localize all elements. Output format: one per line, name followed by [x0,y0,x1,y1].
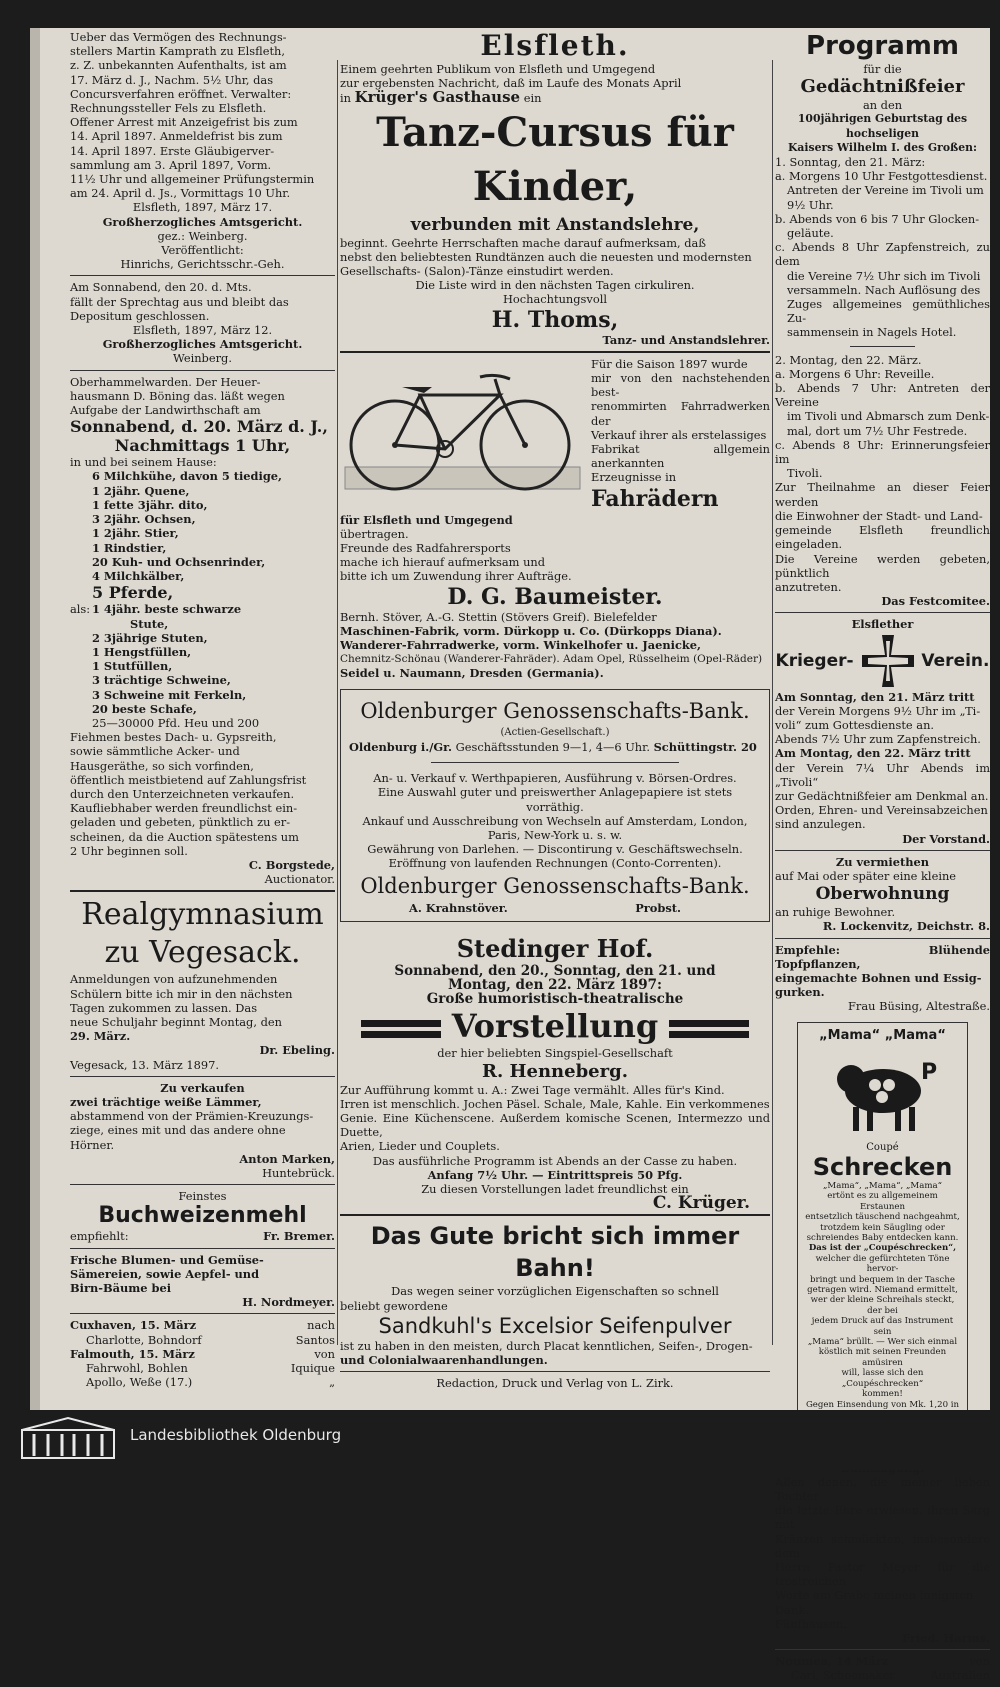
lot-item: 1 2jähr. Stier, [92,526,179,541]
text-line: Sämereien, sowie Aepfel- und [70,1266,260,1281]
text-line: Große humoristisch-theatralische [426,991,684,1008]
divider [775,938,990,939]
signature: gez.: Weinberg. [157,228,248,243]
text-line: 17. März d. J., Nachm. 5½ Uhr, das [70,72,274,87]
text-line: 29. März. [70,1029,131,1044]
programme-item: b. Abends von 6 bis 7 Uhr Glocken- [775,211,980,226]
text-line: der hier beliebten Singspiel-Gesellschaft [437,1046,673,1061]
text-line: getragen wird. Niemand ermittelt, [807,1285,958,1296]
programme-item: mal, dort um 7½ Uhr Festrede. [787,423,968,438]
text-line: am 24. April d. Js., Vormittags 10 Uhr. [70,186,291,201]
bicycles-word: Fahrädern [591,485,719,512]
column-rule-right [772,60,773,1345]
programme-item: c. Abends 8 Uhr: Erinnerungsfeier im [775,437,990,467]
decorative-bars [669,1020,749,1038]
text-line: Gegen Einsendung von Mk. 1,20 in [805,1399,960,1410]
divider [340,1214,770,1216]
text-line: Fabrikat allgemein anerkannten [591,442,770,471]
text-line: Frische Blumen- und Gemüse- [70,1252,264,1267]
text-line: renommirten Fahrradwerken der [591,399,770,428]
divider [70,1184,335,1185]
text-line: an ruhige Bewohner. [775,905,896,920]
text-line: Gesellschafts- (Salon)-Tänze einstudirt werden. [340,264,614,279]
programme-item: die Vereine 7½ Uhr sich im Tivoli [787,268,981,283]
thanks-place: Fünfhausen. [775,1616,847,1631]
signature: D. G. Baumeister. [447,583,663,610]
text-line: Herrn Pastor Meyer für die trostreichen [775,1559,990,1589]
ship-entry: Fahrwohl, Bohlen [86,1361,188,1376]
text-line: Seidel u. Naumann, Dresden (Germania). [340,666,604,681]
signature: Weinberg. [173,351,232,366]
text-line: 100jährigen Geburtstag des hochseligen [797,112,968,140]
lot-item: 3 trächtige Schweine, [92,673,231,688]
text-line: Das ausführliche Programm ist Abends an der Casse zu haben. [372,1153,738,1168]
text-line: Anmeldungen von aufzunehmenden [70,972,278,987]
ship-entry: Cuxhaven, 15. März [70,1318,197,1333]
veterans-title-b: Verein. [921,650,990,671]
text-line: 14. April 1897. Erste Gläubigerver- [70,143,275,158]
programme-item: Zuges allgemeines gemüthliches Zu- [787,297,990,326]
text-line: Allen denen, die meiner lieben Tochter [775,1474,990,1503]
ship-entry: Noumea, 14 März [775,1654,889,1669]
text-line: voli“ zum Gottesdienste an. [775,717,935,732]
signature-role: Auctionator. [264,872,335,887]
text-line: Anfang 7½ Uhr. — Eintrittspreis 50 Pfg. [427,1167,683,1182]
mama-heading: „Mama“ „Mama“ [819,1027,946,1043]
text-line: Oberhammelwarden. Der Heuer- [70,374,261,389]
lot-item: 3 2jähr. Ochsen, [92,512,196,527]
text-line: Paris, New-York u. s. w. [487,827,623,842]
text-line: Kaisers Wilhelm I. des Großen: [788,140,977,154]
text-line: und Colonialwaarenhandlungen. [340,1352,548,1367]
divider [431,762,678,763]
bank-street: Schüttingstr. 20 [653,739,757,754]
text-line: an den [862,98,903,113]
court-closure-notice [70,280,335,365]
text-line: Montag, den 22. März 1897: [447,976,663,993]
text-line: Hausgeräthe, so sich vorfinden, [70,758,254,773]
text-line: trotzdem kein Säugling oder [820,1222,945,1233]
divider [70,1248,335,1249]
als-label: als: [70,602,91,617]
text-line: Zu diesen Vorstellungen ladet freundlichst ein [421,1181,689,1196]
text-line: sammlung am 3. April 1897, Vorm. [70,157,272,172]
text-fragment: ein [523,91,542,106]
programme-item: b. Abends 7 Uhr: Antreten der Vereine [775,381,990,410]
lot-item: Stute, [130,616,169,631]
iron-cross-icon [860,633,916,689]
ship-dest: Australien [930,1668,990,1683]
decorative-bars [361,1020,441,1038]
signature: Probst. [635,900,681,915]
text-line: Empfehle: Blühende Topfpflanzen, [775,942,990,971]
programme-ad [775,30,990,608]
lot-item: 1 2jähr. Quene, [92,483,190,498]
text-line: der Verein 7¼ Uhr Abends im „Tivoli“ [775,760,990,789]
text-line: übertragen. [340,526,409,541]
text-line: Verkauf ihrer als erstelassiges [591,427,767,442]
divider [340,1371,770,1372]
signature: H. Nordmeyer. [242,1295,335,1310]
schrecken-title: Schrecken [812,1152,953,1181]
text-line: zur ergebensten Nachricht, daß im Laufe des Monats April [340,76,682,91]
text-line: Wanderer-Fahrradwerke, vorm. Winkelhofer u. Jaenicke, [340,638,701,653]
shipping-news [70,1318,335,1389]
notice-date: Vegesack, 13. März 1897. [70,1057,219,1072]
thanks-notice [775,1461,990,1646]
notice-date: Elsfleth, 1897, März 17. [132,200,273,215]
column-left [70,30,335,1393]
signature: Der Vorstand. [902,831,990,846]
rent-heading: Zu vermiethen [835,854,930,869]
text-line: beliebt gewordene [340,1298,448,1313]
lot-item: 20 Kuh- und Ochsenrinder, [92,554,266,569]
auction-date: Sonnabend, d. 20. März d. J., [70,417,328,437]
text-line: z. Z. unbekannten Aufenthalts, ist am [70,58,287,73]
divider [70,1313,335,1314]
signature: Frau Büsing, Altestraße. [848,999,990,1014]
text-line: Abends 7½ Uhr zum Zapfenstreich. [775,732,981,747]
text-line: Einem geehrten Publikum von Elsfleth und Umgegend [340,62,656,76]
divider [70,370,335,371]
text-line: schreiendes Baby entdecken kann. [806,1233,959,1244]
text-line: „Mama“, „Mama“, „Mama“ [822,1180,943,1191]
text-line: Tagen zukommen zu lassen. Das [70,1000,258,1015]
text-line: Schülern bitte ich mir in den nächsten [70,986,293,1001]
text-line: Die Vereine werden gebeten, pünktlich [775,551,990,580]
bank-hours: Geschäftsstunden 9—1, 4—6 Uhr. [455,739,650,754]
text-line: 2 Uhr beginnen soll. [70,843,188,858]
ship-entry: Apollo, Weße (17.) [86,1375,193,1390]
text-line: die letzte Ehre erwiesen, ihren Sarg mit [775,1503,990,1532]
text-line: gurken. [775,985,825,1000]
text-line: Zur Aufführung kommt u. A.: Zwei Tage vermählt. Alles für's Kind. [340,1082,725,1097]
text-line: für die [863,62,902,76]
clerk-name: Hinrichs, Gerichtsschr.-Geh. [120,257,285,272]
text-line: Ankauf und Ausschreibung von Wechseln auf Amsterdam, London, [362,813,748,828]
divider [775,850,990,851]
signature: C. Krüger. [652,1193,750,1214]
ship-dest: von [969,1654,990,1669]
text-line: zur Gedächtnißfeier am Denkmal an. [775,788,989,803]
lot-item: 1 Stutfüllen, [92,659,173,674]
divider [775,612,990,613]
text-line: Am Montag, den 22. März tritt [775,746,971,761]
text-line: hausmann D. Böning das. läßt wegen [70,388,285,403]
text-line: Orden, Ehren- und Vereinsabzeichen [775,803,988,818]
plants-ad [775,943,990,1014]
text-line: jedem Druck auf das Instrument sein [811,1316,954,1337]
text-line: Dank. [775,1602,809,1617]
column-middle [340,30,770,1390]
text-line: Arien, Lieder und Couplets. [340,1139,500,1154]
court-name: Großherzogliches Amtsgericht. [102,214,303,229]
text-line: der Verein Morgens 9½ Uhr im „Ti- [775,703,981,718]
dance-title: Tanz-Cursus für Kinder, [376,108,734,210]
text-line: öffentlich meistbietend auf Zahlungsfrist [70,772,307,787]
text-line: mir von den nachstehenden best- [591,371,770,400]
text-line: Freunde des Radfahrersports [340,541,511,556]
bank-subtitle: (Actien-Gesellschaft.) [500,726,610,738]
text-line: „Mama“ brüllt. — Wer sich einmal [807,1337,958,1348]
programme-item: geläute. [787,226,834,241]
text-line: Rechnungssteller Fels zu Elsfleth. [70,101,267,116]
text-line: Concursverfahren eröffnet. Verwalter: [70,86,292,101]
dance-course-ad [340,30,770,347]
ship-dest: von [314,1346,335,1361]
text-line: auf Mai oder später eine kleine [775,868,957,883]
text-line: Das ist der „Coupéschrecken“, [808,1243,957,1254]
text-line: entsetzlich täuschend nachgeahmt, [805,1212,960,1223]
divider [775,1649,990,1650]
text-line: nebst den beliebtesten Rundtänzen auch die neuesten und modernsten [340,249,752,264]
text-line: stellers Martin Kamprath zu Elsfleth, [70,44,285,59]
text-line: Chemnitz-Schönau (Wanderer-Fahräder). Adam Opel, Rüsselheim (Opel-Räder) [340,653,763,666]
programme-item: Tivoli. [787,466,823,481]
lot-item: 2 3jährige Stuten, [92,630,208,645]
theatre-ad [340,933,770,1214]
veterans-title-a: Krieger- [775,650,854,671]
rent-title: Oberwohnung [815,884,950,905]
soap-ad [340,1220,770,1367]
signature: H. Thoms, [491,306,619,333]
text-line: Das wegen seiner vorzüglichen Eigenschaften so schnell [391,1284,719,1299]
lot-item: 1 4jähr. beste schwarze [92,602,242,617]
show-title: Vorstellung [451,1007,659,1046]
programme-title: Programm [806,31,959,61]
programme-item: 2. Montag, den 22. März. [775,352,922,367]
text-line: zwei trächtige weiße Lämmer, [70,1095,262,1109]
lot-item: 3 Schweine mit Ferkeln, [92,687,247,702]
ship-dest: Santos [295,1332,335,1347]
court-name: Großherzogliches Amtsgericht. [102,337,303,352]
text-line: Gewährung von Darlehen. — Discontirung v. Geschäftswechseln. [367,842,743,857]
lot-item: 6 Milchkühe, davon 5 tiedige, [92,469,283,484]
signature: R. Lockenvitz, Deichstr. 8. [822,919,990,934]
text-line: Kränzen schmückten, insbesondere dem [775,1531,990,1560]
school-subtitle: zu Vegesack. [104,935,301,971]
rent-ad [775,855,990,934]
library-building-icon [18,1416,118,1460]
library-name: Landesbibliothek Oldenburg [130,1426,342,1444]
text-line: Elsflether [851,617,914,632]
text-line: die Einwohner der Stadt- und Land- [775,508,983,523]
bank-title: Oldenburger Genossenschafts-Bank. [360,873,750,898]
signature: Dr. Ebeling. [259,1043,335,1058]
lot-item: 1 Hengstfüllen, [92,644,192,659]
flour-title: Buchweizenmehl [98,1203,307,1229]
divider [70,275,335,276]
greeting: Hochachtungsvoll [503,292,607,307]
ship-entry: Charlotte, Bohndorf [86,1332,202,1347]
troupe-name: R. Henneberg. [482,1060,628,1082]
divider [70,1076,335,1077]
signature: Fried. Harms. [902,1630,990,1645]
text-line: Offener Arrest mit Anzeigefrist bis zum [70,115,298,130]
event-name: Gedächtnißfeier [800,76,965,98]
bank-city: Oldenburg i./Gr. [349,739,453,754]
lot-item: 1 Rindstier, [92,540,167,555]
text-line: beginnt. Geehrte Herrschaften mache darauf aufmerksam, daß [340,235,706,250]
shipping-news-right [775,1654,990,1682]
text-line: ist zu haben in den meisten, durch Placat kenntlichen, Seifen-, Drogen- [340,1338,753,1353]
signature: Das Festcomitee. [881,594,990,609]
text-line: welcher die gefürchteten Töne hervor- [815,1253,950,1275]
bank-title: Oldenburger Genossenschafts-Bank. [360,698,750,723]
flour-label: empfiehlt: [70,1229,129,1244]
text-line: Sonnabend, den 20., Sonntag, den 21. und [394,962,716,979]
text-line: Hörner. [70,1137,115,1152]
text-line: ziege, eines mit und das andere ohne [70,1123,286,1138]
text-line: Die Liste wird in den nächsten Tagen cirkuliren. [415,278,695,293]
flour-ad [70,1189,335,1243]
text-line: abstammend von der Prämien-Kreuzungs- [70,1109,314,1124]
bicycle-icon [340,357,585,497]
text-line: Ueber das Vermögen des Rechnungs- [70,30,287,44]
text-line: Aufgabe der Landwirthschaft am [70,403,261,418]
programme-item: sammensein in Nagels Hotel. [787,325,957,340]
programme-item: a. Morgens 6 Uhr: Reveille. [775,366,935,381]
flour-pre: Feinstes [178,1189,227,1204]
bankruptcy-notice [70,30,335,271]
text-line: 11½ Uhr und allgemeiner Prüfungstermin [70,172,315,187]
programme-item: 1. Sonntag, den 21. März: [775,155,926,170]
horses-heading: 5 Pferde, [92,583,174,603]
library-footer [0,1410,1000,1470]
programme-item: im Tivoli und Abmarsch zum Denk- [787,409,990,424]
text-line: 14. April 1897. Anmeldefrist bis zum [70,129,283,144]
coupe-schrecken-ad [797,1022,968,1457]
lot-item: 1 fette 3jähr. dito, [92,497,208,512]
published-label: Veröffentlicht: [161,243,244,258]
text-line: Eine Auswahl guter und preiswerther Anlagepapiere ist stets vorräthig. [377,785,733,814]
text-line: 25—30000 Pfd. Heu und 200 [92,715,260,730]
svg-text:P: P [920,1059,937,1085]
programme-item: a. Morgens 10 Uhr Festgottesdienst. [775,169,988,184]
text-line: bitte ich um Zuwendung ihrer Aufträge. [340,569,572,584]
text-line: Kaufliebhaber werden freundlichst ein- [70,801,298,816]
column-rule-left [337,60,338,1345]
text-line: sowie sämmtliche Acker- und [70,744,240,759]
text-line: Am Sonnabend, den 20. d. Mts. [70,280,252,295]
school-ad [70,896,335,1071]
text-line: köstlich mit seinen Freunden amüsiren [818,1347,947,1368]
venue-name: Krüger's Gasthause [354,88,521,107]
seeds-ad [70,1253,335,1310]
hof-title: Stedinger Hof. [456,933,654,963]
text-line: Für die Saison 1897 wurde [591,356,748,371]
soap-brand: Sandkuhl's Excelsior Seifenpulver [378,1313,732,1338]
signature-place: Huntebrück. [262,1166,335,1181]
ad-title: Elsfleth. [480,29,630,62]
divider [70,890,335,892]
signature-role: Tanz- und Anstandslehrer. [602,332,770,347]
auction-time: Nachmittags 1 Uhr, [114,436,291,456]
text-line: Zur Theilnahme an dieser Feier werden [775,480,990,509]
text-line: Genie. Eine Küchenscene. Außerdem komische Scenen, Intermezzo und Duette, [340,1110,770,1140]
school-title: Realgymnasium [81,897,324,933]
notice-date: Elsfleth, 1897, März 12. [132,323,273,338]
lot-item: 4 Milchkälber, [92,568,185,583]
text-line: Bernh. Stöver, A.-G. Stettin (Stövers Greif). Bielefelder [340,609,657,624]
text-line: bringt und bequem in der Tasche [810,1274,955,1285]
text-line: ertönt es zu allgemeinem Erstaunen [827,1191,938,1212]
text-line: Eröffnung von laufenden Rechnungen (Conto-Correnten). [388,856,722,871]
signature: Anton Marken, [239,1151,335,1166]
coupe-label: Coupé [866,1141,899,1153]
text-line: Fiehmen bestes Dach- u. Gypsreith, [70,730,277,745]
imprint: Redaction, Druck und Verlag von L. Zirk. [436,1376,674,1391]
divider [850,346,915,347]
auction-ad [70,375,335,887]
text-line: eingemachte Bohnen und Essig- [775,970,982,985]
signature: C. Borgstede, [248,857,335,872]
programme-item: c. Abends 8 Uhr Zapfenstreich, zu dem [775,240,990,269]
ship-dest: nach [307,1318,335,1333]
ship-dest: „ [329,1375,335,1390]
text-line: fällt der Sprechtag aus und bleibt das [70,294,289,309]
ship-dest: Iquique [290,1361,335,1376]
text-line: durch den Unterzeichneten verkaufen. [70,786,295,801]
text-line: An- u. Verkauf v. Werthpapieren, Ausführung v. Börsen-Ordres. [373,771,737,786]
text-line: wer der kleine Schreihals steckt, der bei [810,1295,955,1316]
text-line: geladen und gebeten, pünktlich zu er- [70,815,291,830]
lambs-sale-ad [70,1081,335,1180]
soap-heading: Das Gute bricht sich immer Bahn! [370,1222,740,1283]
cow-icon [823,1049,943,1139]
text-line: gemeinde Elsfleth freundlich eingeladen. [775,523,990,552]
dance-subtitle: verbunden mit Anstandslehre, [410,214,700,235]
text-line: Birn-Bäume bei [70,1281,172,1296]
signature: Fr. Bremer. [263,1229,335,1244]
text-line: will, lasse sich den „Coupéschrecken“ [841,1368,924,1389]
text-line: anzutreten. [775,579,842,594]
text-line: Worte am Grabe meinen innigsten [775,1588,974,1603]
text-line: für Elsfleth und Umgegend [340,512,513,527]
text-fragment: in [340,91,351,106]
text-line: sind anzulegen. [775,817,866,832]
signature: A. Krahnstöver. [409,900,508,915]
text-line: Irren ist menschlich. Jochen Päsel. Schale, Male, Kahle. Ein verkommenes [340,1096,770,1111]
bank-ad [340,689,770,922]
programme-item: Antreten der Vereine im Tivoli um [787,183,984,198]
text-line: Depositum geschlossen. [70,308,210,323]
bicycle-ad [340,357,770,681]
veterans-ad [775,617,990,845]
programme-item: versammeln. Nach Auflösung des [787,282,981,297]
auction-place: in und bei seinem Hause: [70,455,217,470]
text-line: Erzeugnisse in [591,470,677,485]
divider [340,351,770,353]
text-line: scheinen, da die Auction spätestens um [70,829,299,844]
text-line: mache ich hierauf aufmerksam und [340,555,546,570]
sale-heading: Zu verkaufen [160,1080,245,1095]
ship-entry: Falmouth, 15. März [70,1346,195,1361]
lot-item: 20 beste Schafe, [92,701,197,716]
text-line: Am Sonntag, den 21. März tritt [775,689,975,704]
programme-item: 9½ Uhr. [787,197,834,212]
text-line: Maschinen-Fabrik, vorm. Dürkopp u. Co. (Dürkopps Diana). [340,623,722,638]
text-line: kommen! [862,1389,903,1400]
text-line: neue Schuljahr beginnt Montag, den [70,1014,282,1029]
ship-entry: Carl, Schoemaker [791,1668,895,1683]
